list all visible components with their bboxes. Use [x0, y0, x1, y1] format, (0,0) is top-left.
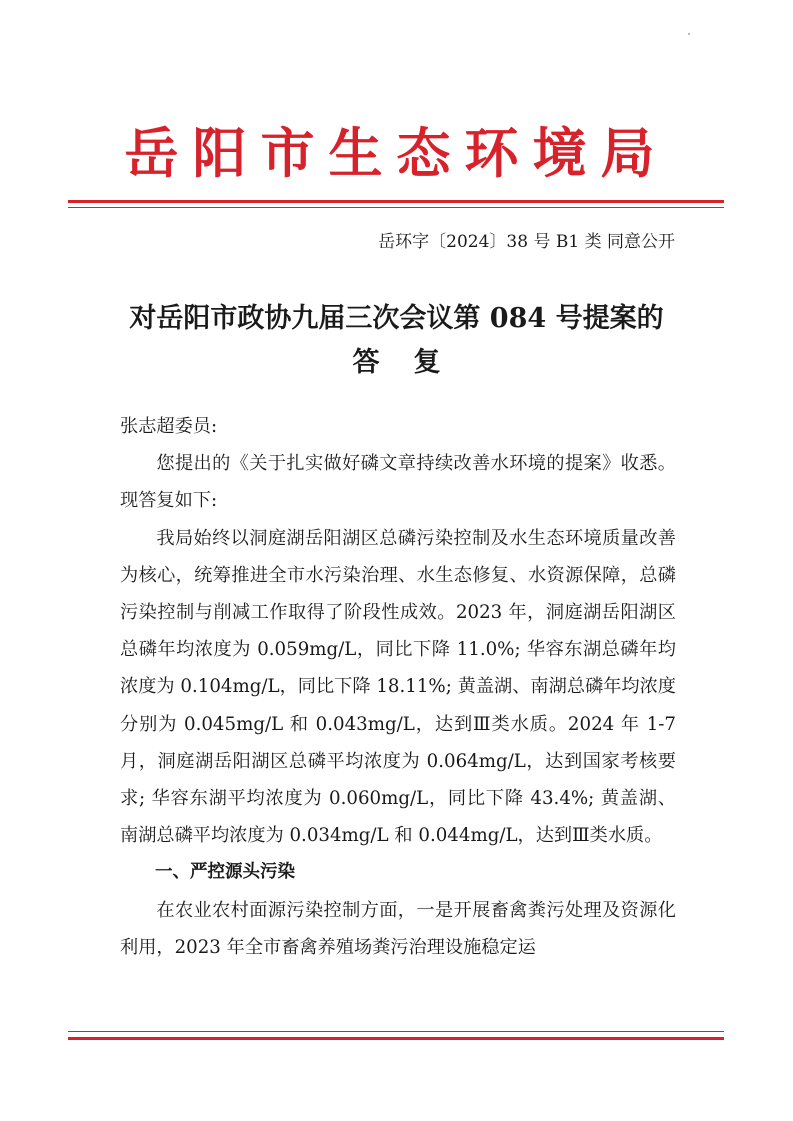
section-heading-1: 一、严控源头污染: [155, 862, 295, 883]
scan-speck: [688, 33, 690, 35]
footer-rule-thin: [68, 1031, 724, 1032]
document-number: 岳环字〔2024〕38 号 B1 类 同意公开: [378, 232, 675, 252]
document-body: [120, 408, 676, 966]
paragraph-agricultural-pollution: 在农业农村面源污染控制方面，一是开展畜禽粪污处理及资源化利用，2023 年全市畜禽养殖场粪污治理设施稳定运: [120, 899, 676, 958]
document-title-line-1: 对岳阳市政协九届三次会议第 084 号提案的: [129, 303, 664, 334]
document-title-line-2: 答复: [352, 347, 475, 378]
paragraph-phosphorus-results: 我局始终以洞庭湖岳阳湖区总磷污染控制及水生态环境质量改善为核心，统筹推进全市水污染治理、水生态修复、水资源保障，总磷污染控制与削减工作取得了阶段性成效。2023 年，洞庭湖岳阳湖区总磷年均浓度为 0.059mg/L，同比下降 11.0%; 华容东湖总磷年均浓度为 0.104mg/L，同比下降 18.11%; 黄盖湖、南湖总磷年均浓度分别为 0.045mg/L 和 0.043mg/L，达到Ⅲ类水质。2024 年 1-7 月，洞庭湖岳阳湖区总磷平均浓度为 0.064mg/L，达到国家考核要求; 华容东湖平均浓度为 0.060mg/L，同比下降 43.4%; 黄盖湖、南湖总磷平均浓度为 0.034mg/L 和 0.044mg/L，达到Ⅲ类水质。: [120, 527, 676, 847]
paragraph-acknowledgement: 您提出的《关于扎实做好磷文章持续改善水环境的提案》收悉。现答复如下:: [120, 453, 676, 512]
agency-masthead: 岳阳市生态环境局: [124, 121, 669, 185]
header-rule-thin: [68, 207, 724, 208]
header-rule-thick: [68, 200, 724, 203]
footer-rule-thick: [68, 1037, 724, 1040]
salutation: 张志超委员:: [120, 416, 218, 437]
